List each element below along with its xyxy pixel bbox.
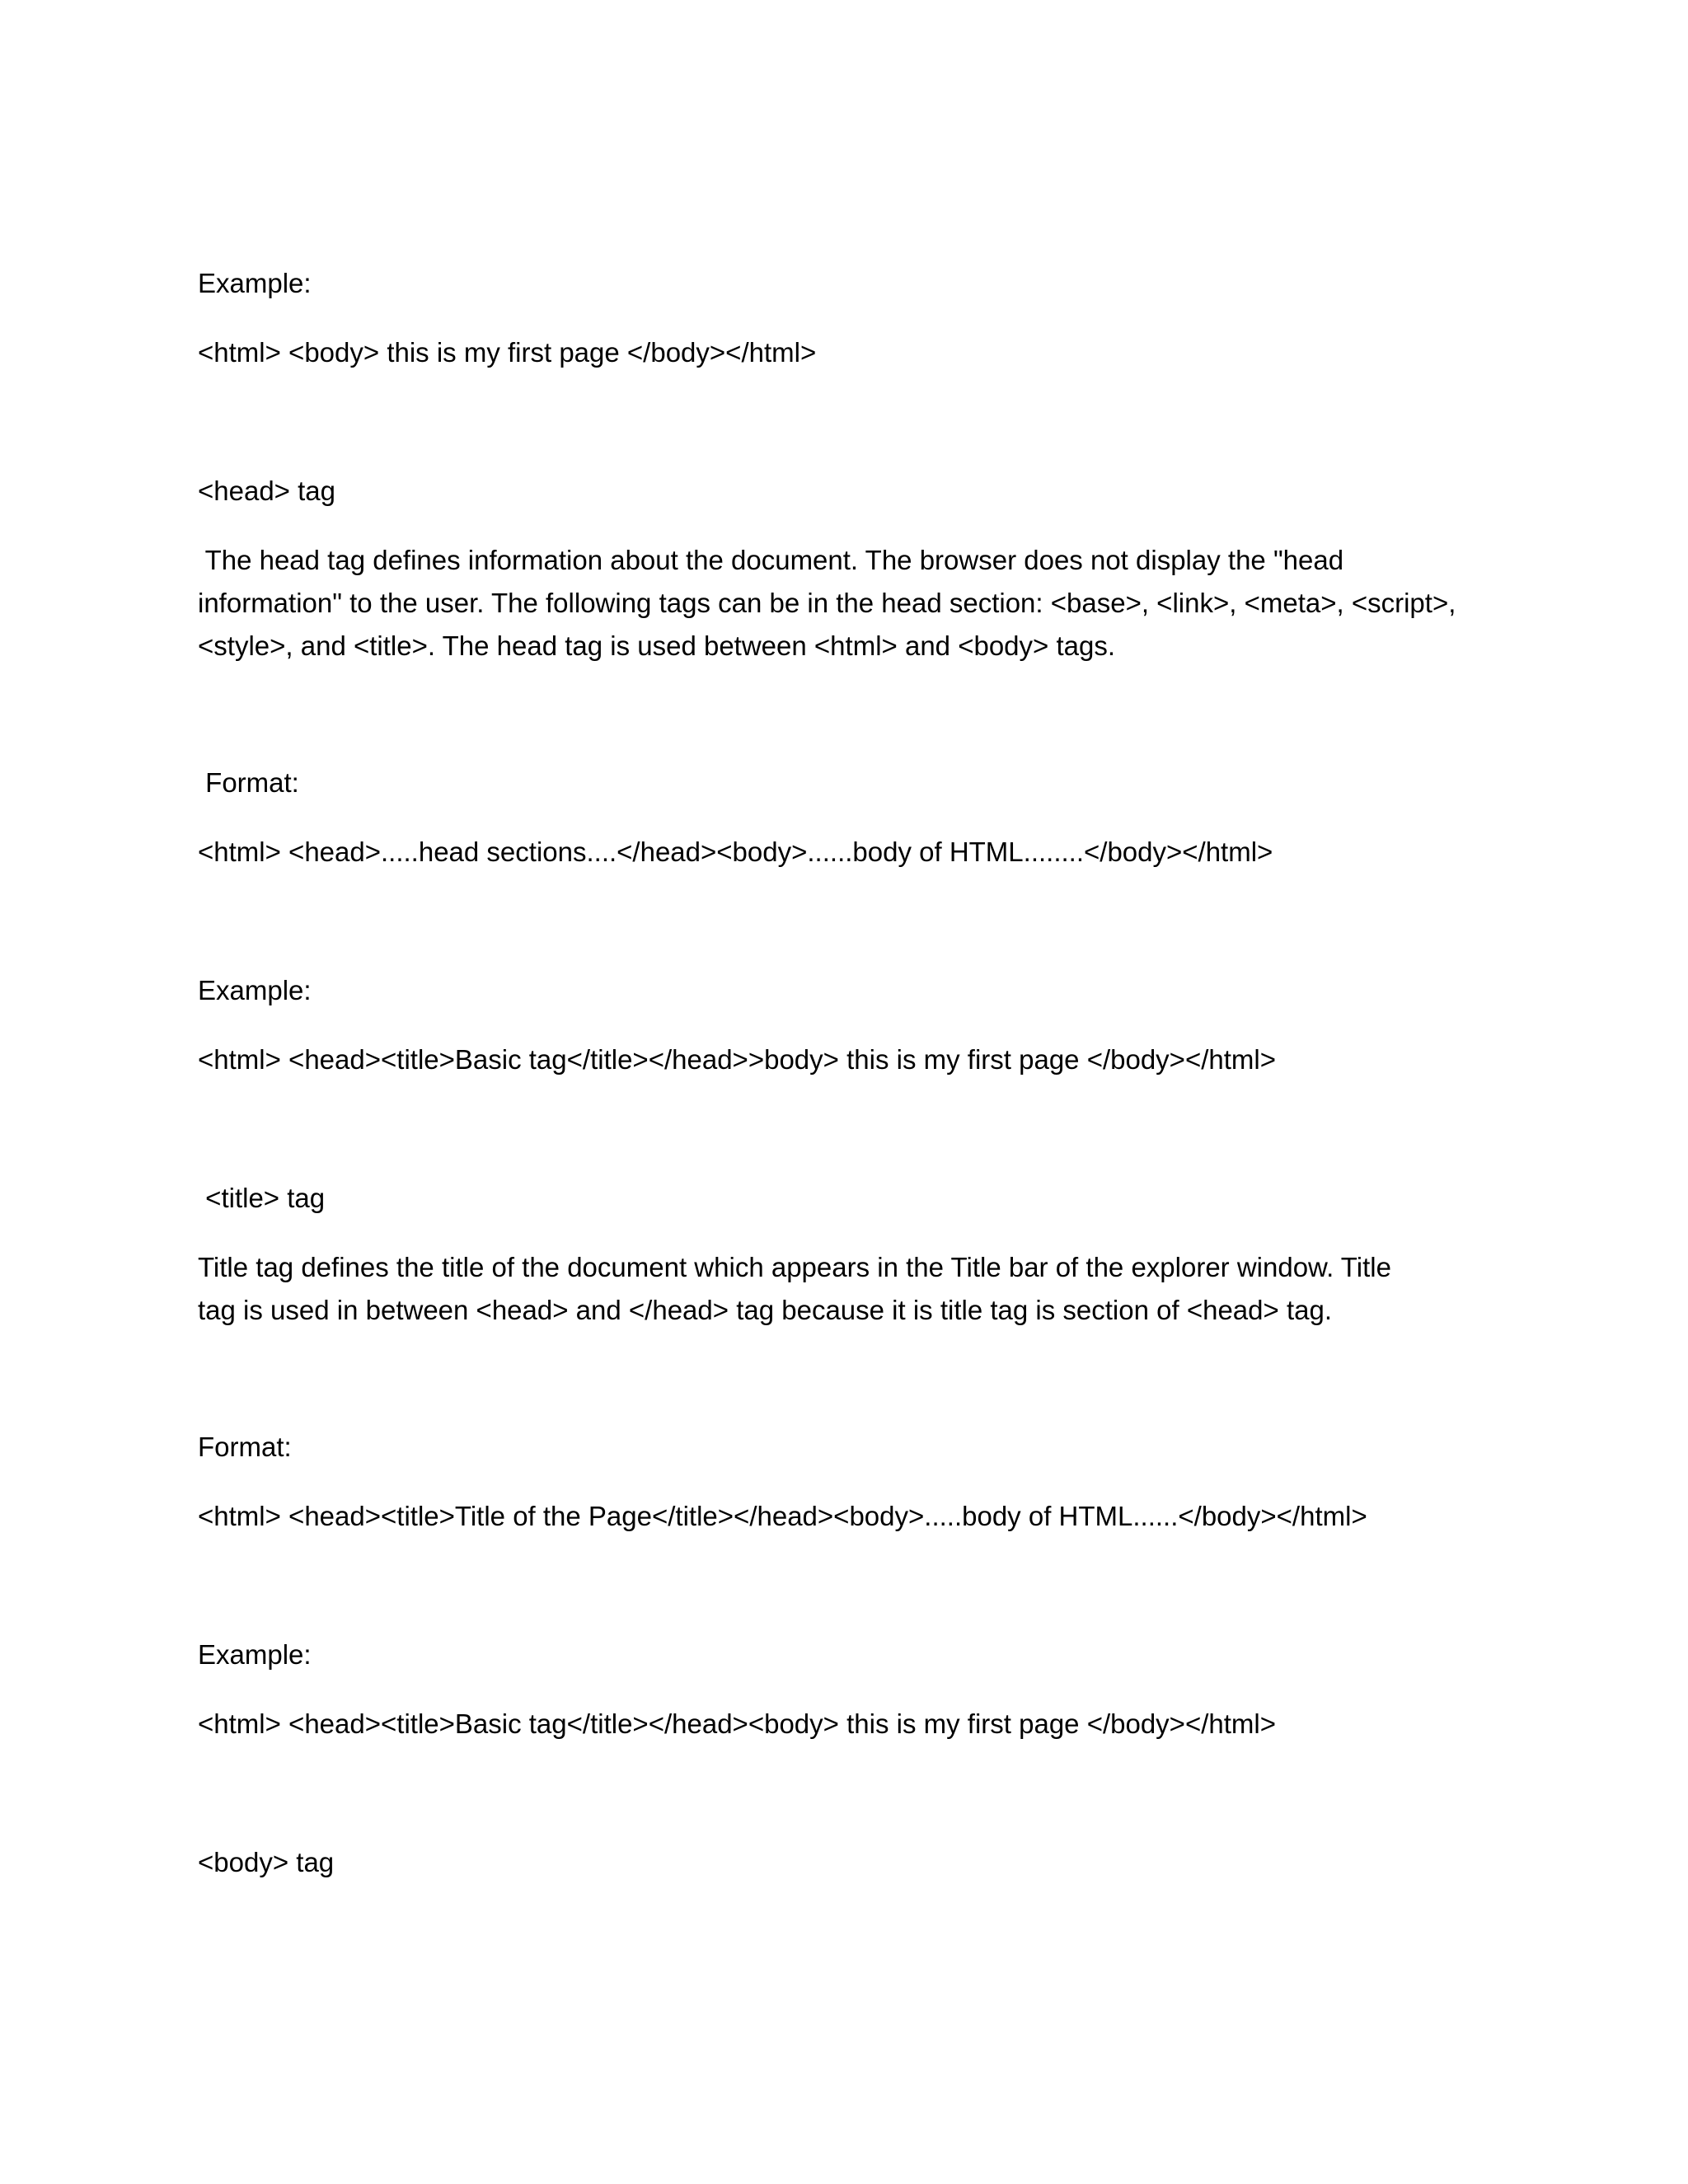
title-tag-description	[198, 1246, 1517, 1332]
head-tag-heading: <head> tag	[198, 476, 335, 506]
format-code: <html> <head>.....head sections....</head><body>......body of HTML........</body></html>	[198, 837, 1273, 867]
format-label: Format:	[198, 767, 299, 798]
head-tag-description	[198, 539, 1517, 668]
title-tag-heading: <title> tag	[198, 1183, 326, 1213]
format-code: <html> <head><title>Title of the Page</title></head><body>.....body of HTML......</body></html>	[198, 1501, 1367, 1531]
body-tag-heading: <body> tag	[198, 1847, 335, 1877]
paragraph-line: The head tag defines information about the document. The browser does not display the "head	[198, 545, 1344, 575]
paragraph-line: information" to the user. The following tags can be in the head section: <base>, <link>, <meta>, <script>,	[198, 588, 1456, 618]
example-label: Example:	[198, 1639, 312, 1670]
paragraph-line: <style>, and <title>. The head tag is used between <html> and <body> tags.	[198, 630, 1116, 661]
code-example: <html> <body> this is my first page </body></html>	[198, 337, 817, 368]
code-example: <html> <head><title>Basic tag</title></head>>body> this is my first page </body></html>	[198, 1044, 1277, 1075]
code-example: <html> <head><title>Basic tag</title></head><body> this is my first page </body></html>	[198, 1708, 1277, 1739]
paragraph-line: tag is used in between <head> and </head> tag because it is title tag is section of <head> tag.	[198, 1295, 1332, 1325]
format-label: Format:	[198, 1432, 292, 1462]
paragraph-line: Title tag defines the title of the document which appears in the Title bar of the explorer window. Title	[198, 1252, 1391, 1282]
example-label: Example:	[198, 268, 312, 298]
example-label: Example:	[198, 975, 312, 1005]
